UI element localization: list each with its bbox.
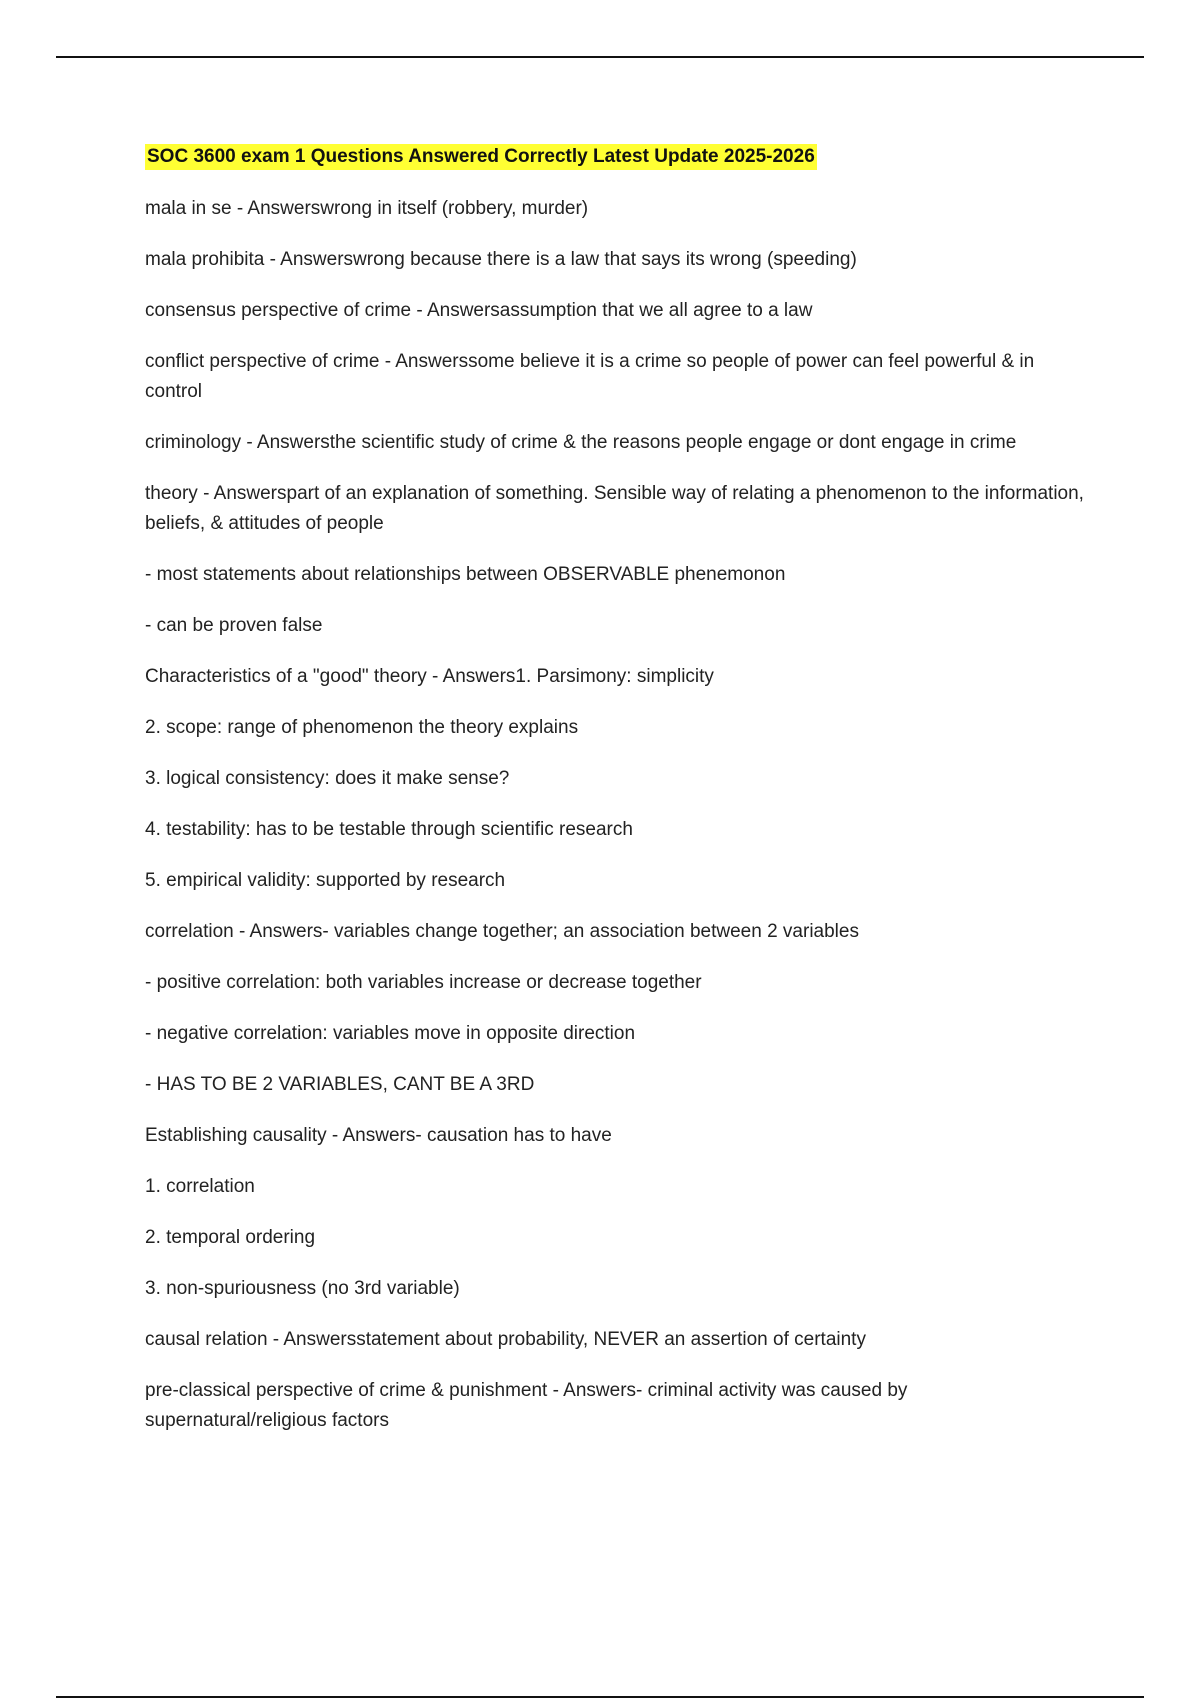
paragraph-causality-correlation: 1. correlation: [145, 1176, 255, 1197]
document-title: SOC 3600 exam 1 Questions Answered Correctly Latest Update 2025-2026: [145, 144, 817, 170]
paragraph-theory-observable: - most statements about relationships between OBSERVABLE phenemonon: [145, 564, 786, 585]
document-body: [145, 144, 1085, 1457]
paragraph-good-theory: Characteristics of a "good" theory - Answers1. Parsimony: simplicity: [145, 666, 714, 687]
paragraph-two-variables: - HAS TO BE 2 VARIABLES, CANT BE A 3RD: [145, 1074, 535, 1095]
paragraph-establishing-causality: Establishing causality - Answers- causation has to have: [145, 1125, 612, 1146]
paragraph-logical-consistency: 3. logical consistency: does it make sense?: [145, 768, 510, 789]
footer-rule: [56, 1696, 1144, 1698]
paragraph-negative-correlation: - negative correlation: variables move in opposite direction: [145, 1023, 636, 1044]
paragraph-consensus-perspective: consensus perspective of crime - Answersassumption that we all agree to a law: [145, 300, 813, 321]
paragraph-conflict-perspective: conflict perspective of crime - Answerssome believe it is a crime so people of power can feel powerful & in control: [145, 351, 1035, 402]
paragraph-non-spuriousness: 3. non-spuriousness (no 3rd variable): [145, 1278, 460, 1299]
paragraph-pre-classical: pre-classical perspective of crime & punishment - Answers- criminal activity was caused by supernatural/religious factors: [145, 1380, 908, 1431]
paragraph-causal-relation: causal relation - Answersstatement about probability, NEVER an assertion of certainty: [145, 1329, 866, 1350]
paragraph-correlation: correlation - Answers- variables change together; an association between 2 variables: [145, 921, 859, 942]
paragraph-scope: 2. scope: range of phenomenon the theory explains: [145, 717, 579, 738]
title-wrapper: [145, 144, 1085, 176]
paragraph-testability: 4. testability: has to be testable through scientific research: [145, 819, 633, 840]
paragraph-mala-prohibita: mala prohibita - Answerswrong because there is a law that says its wrong (speeding): [145, 249, 857, 270]
paragraph-criminology: criminology - Answersthe scientific study of crime & the reasons people engage or dont engage in crime: [145, 432, 1017, 453]
header-rule: [56, 56, 1144, 58]
paragraph-mala-in-se: mala in se - Answerswrong in itself (robbery, murder): [145, 198, 589, 219]
paragraph-theory: theory - Answerspart of an explanation of something. Sensible way of relating a phenomenon to the information, beliefs, & attitudes of people: [145, 483, 1084, 534]
paragraph-positive-correlation: - positive correlation: both variables increase or decrease together: [145, 972, 702, 993]
paragraph-empirical-validity: 5. empirical validity: supported by research: [145, 870, 506, 891]
paragraph-temporal-ordering: 2. temporal ordering: [145, 1227, 316, 1248]
paragraph-theory-falsifiable: - can be proven false: [145, 615, 323, 636]
